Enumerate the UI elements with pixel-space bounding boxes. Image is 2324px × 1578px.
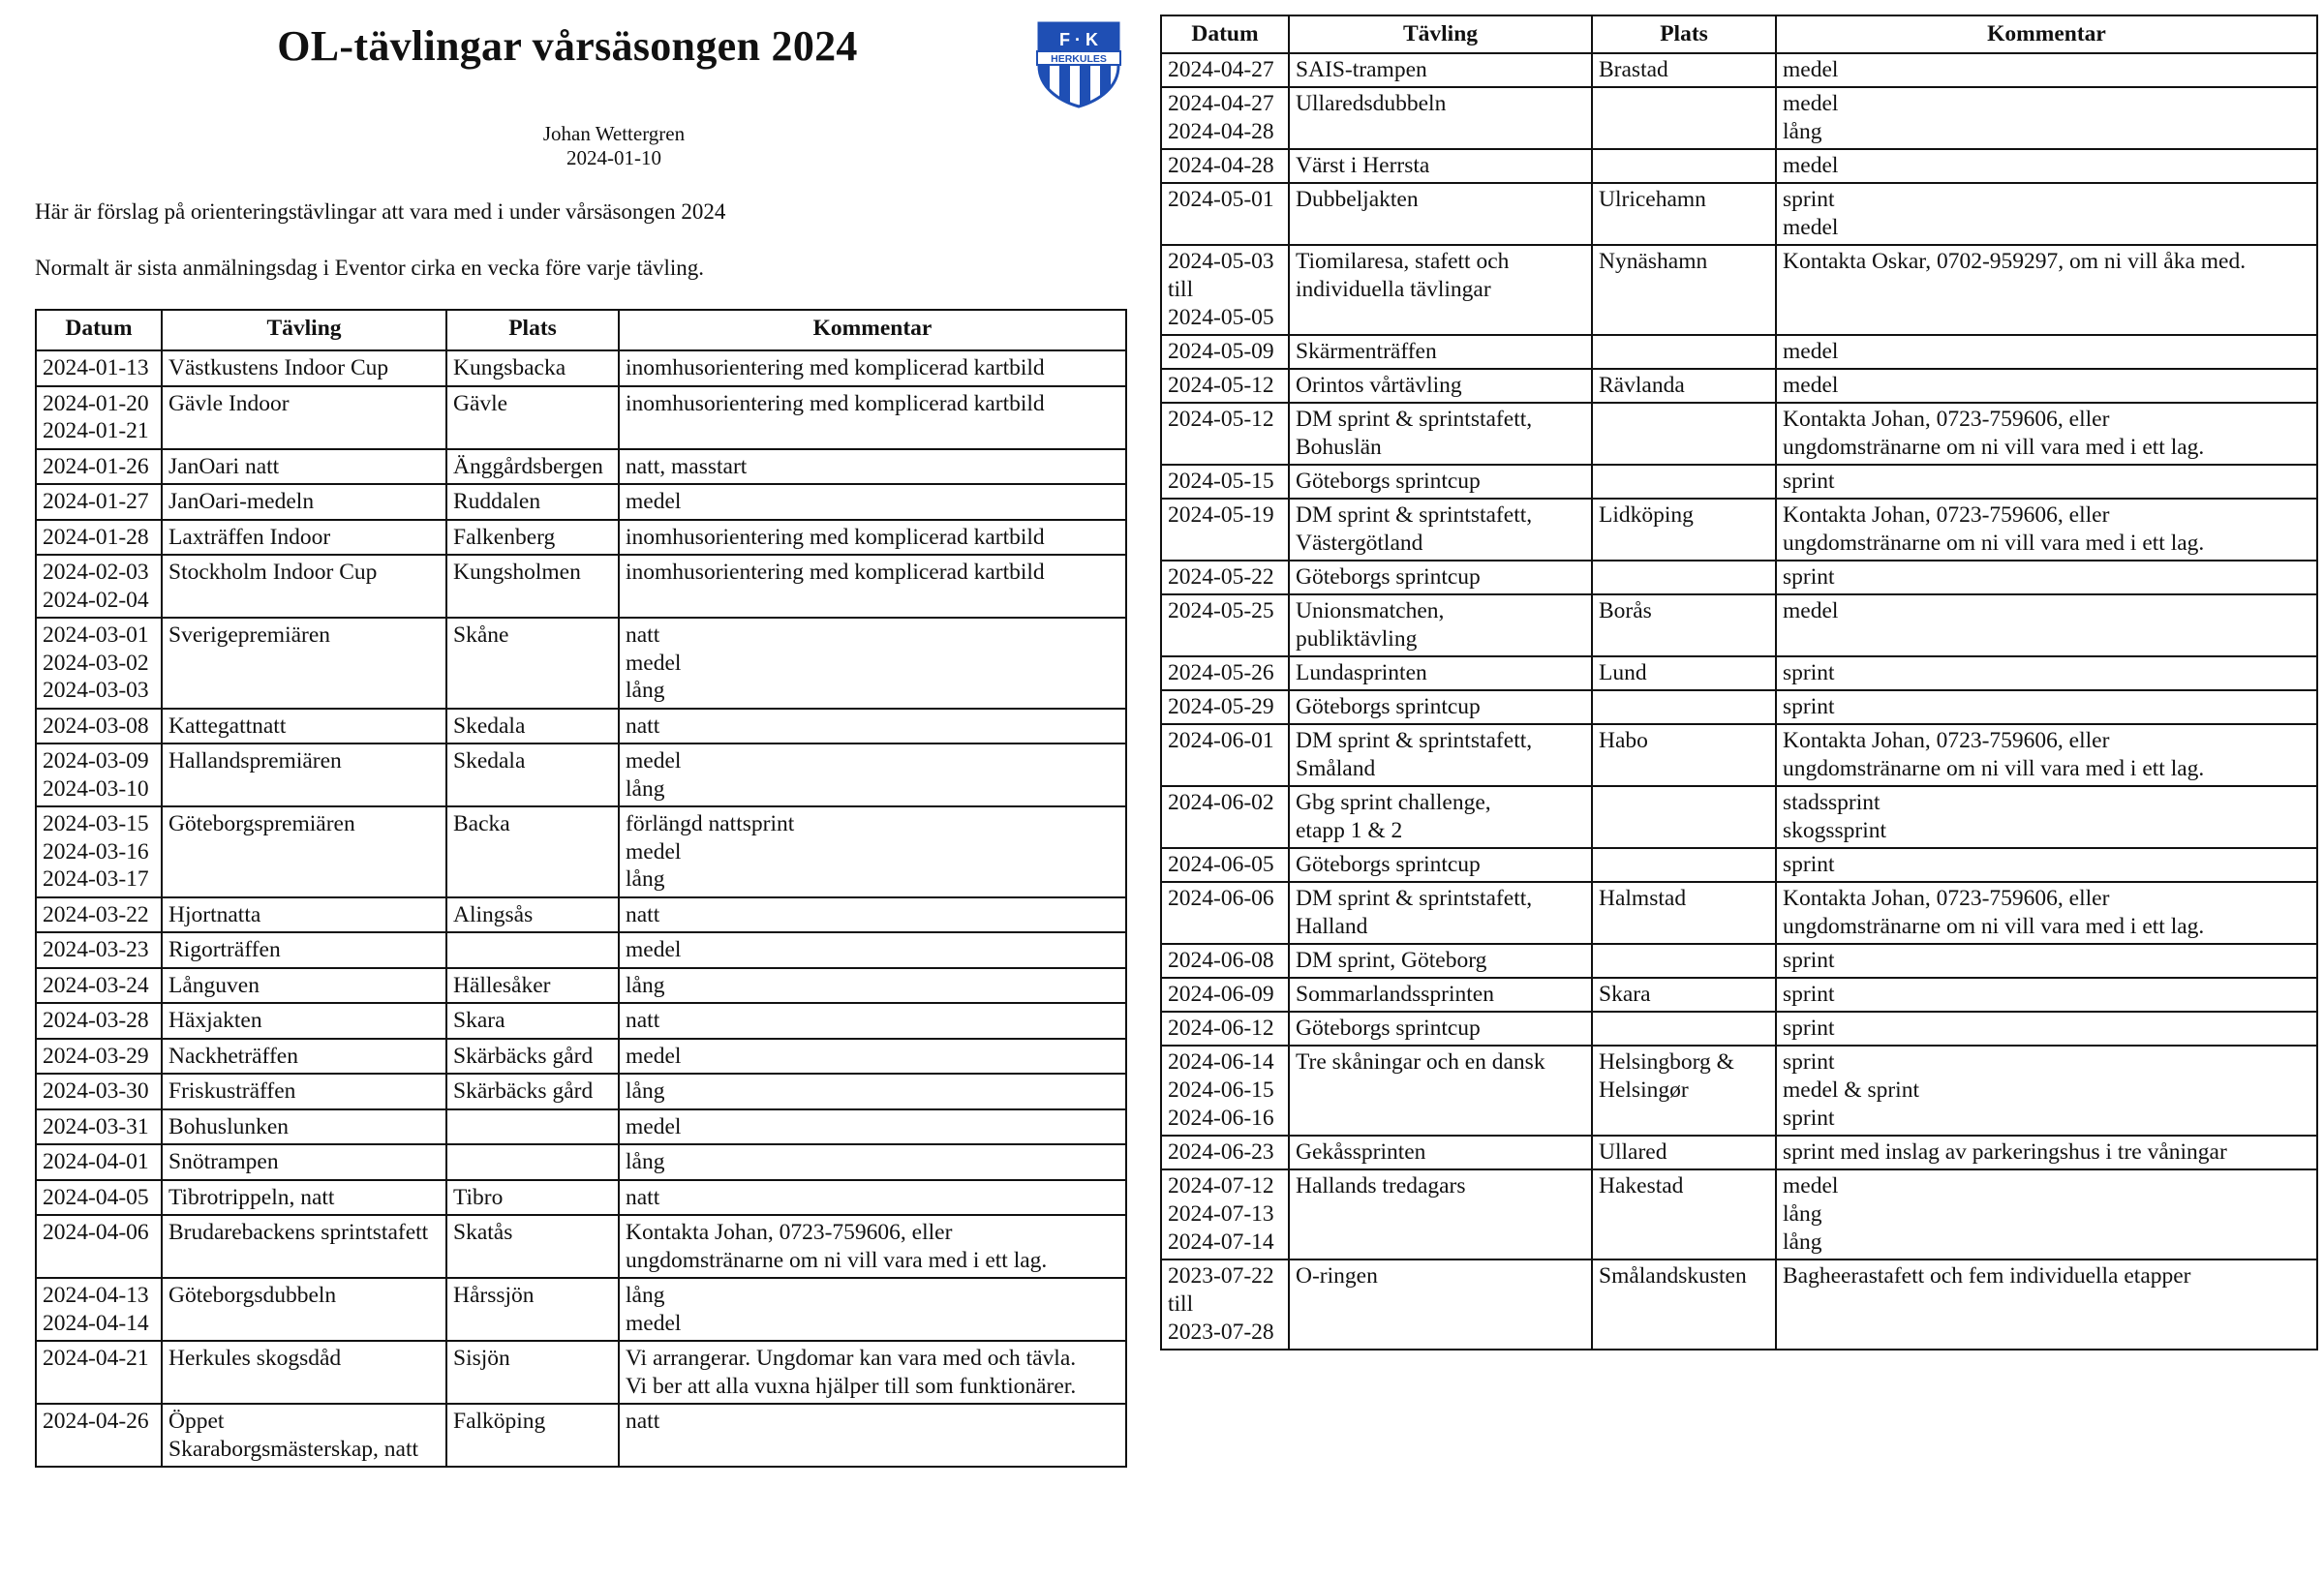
- column-header-tavling: Tävling: [1289, 15, 1592, 53]
- table-row: [36, 520, 1126, 556]
- cell-kommentar: förlängd nattsprint medel lång: [619, 806, 1126, 897]
- cell-kommentar: natt, masstart: [619, 449, 1126, 485]
- cell-plats: Halmstad: [1592, 882, 1776, 944]
- table-row: [36, 1039, 1126, 1075]
- cell-tavling: DM sprint, Göteborg: [1289, 944, 1592, 978]
- cell-tavling: Västkustens Indoor Cup: [162, 350, 446, 386]
- cell-datum: 2024-03-31: [36, 1109, 162, 1145]
- table-row: [1161, 656, 2317, 690]
- cell-datum: 2024-01-26: [36, 449, 162, 485]
- cell-kommentar: inomhusorientering med komplicerad kartbild: [619, 555, 1126, 618]
- cell-plats: [1592, 465, 1776, 499]
- table-row: [1161, 1136, 2317, 1169]
- cell-tavling: Stockholm Indoor Cup: [162, 555, 446, 618]
- column-header-tavling: Tävling: [162, 310, 446, 350]
- table-row: [1161, 465, 2317, 499]
- cell-plats: Rävlanda: [1592, 369, 1776, 403]
- cell-datum: 2024-06-08: [1161, 944, 1289, 978]
- cell-kommentar: Kontakta Johan, 0723-759606, eller ungdomstränarne om ni vill vara med i ett lag.: [1776, 499, 2317, 561]
- competition-table-left: [35, 309, 1127, 1468]
- author-block: [397, 122, 831, 170]
- table-row: [36, 806, 1126, 897]
- table-row: [36, 1278, 1126, 1341]
- cell-datum: 2024-04-28: [1161, 149, 1289, 183]
- cell-tavling: Hallands tredagars: [1289, 1169, 1592, 1259]
- cell-kommentar: medel: [1776, 53, 2317, 87]
- cell-tavling: Bohuslunken: [162, 1109, 446, 1145]
- cell-kommentar: sprint: [1776, 465, 2317, 499]
- cell-kommentar: medel lång lång: [1776, 1169, 2317, 1259]
- cell-tavling: Skärmenträffen: [1289, 335, 1592, 369]
- cell-tavling: Hallandspremiären: [162, 743, 446, 806]
- cell-kommentar: natt medel lång: [619, 618, 1126, 709]
- cell-plats: Hårssjön: [446, 1278, 619, 1341]
- cell-datum: 2024-06-09: [1161, 978, 1289, 1012]
- cell-tavling: Göteborgs sprintcup: [1289, 561, 1592, 594]
- cell-datum: 2024-04-27: [1161, 53, 1289, 87]
- cell-datum: 2024-04-01: [36, 1144, 162, 1180]
- table-row: [1161, 848, 2317, 882]
- cell-tavling: Göteborgsdubbeln: [162, 1278, 446, 1341]
- column-header-kommentar: Kommentar: [619, 310, 1126, 350]
- cell-tavling: Orintos vårtävling: [1289, 369, 1592, 403]
- table-row: [36, 1341, 1126, 1404]
- table-row: [1161, 690, 2317, 724]
- cell-kommentar: Kontakta Johan, 0723-759606, eller ungdomstränarne om ni vill vara med i ett lag.: [1776, 403, 2317, 465]
- table-row: [1161, 245, 2317, 335]
- page-title: OL-tävlingar vårsäsongen 2024: [277, 22, 858, 70]
- cell-plats: [1592, 149, 1776, 183]
- table-row: [1161, 335, 2317, 369]
- cell-tavling: Tre skåningar och en dansk: [1289, 1046, 1592, 1136]
- cell-kommentar: medel: [1776, 335, 2317, 369]
- cell-datum: 2024-03-08: [36, 709, 162, 744]
- cell-plats: Skärbäcks gård: [446, 1074, 619, 1109]
- cell-kommentar: sprint: [1776, 978, 2317, 1012]
- cell-plats: [1592, 944, 1776, 978]
- table-row: [36, 1404, 1126, 1467]
- cell-datum: 2024-06-14 2024-06-15 2024-06-16: [1161, 1046, 1289, 1136]
- cell-plats: Brastad: [1592, 53, 1776, 87]
- cell-datum: 2024-05-12: [1161, 403, 1289, 465]
- cell-kommentar: sprint medel: [1776, 183, 2317, 245]
- cell-tavling: O-ringen: [1289, 1259, 1592, 1350]
- cell-tavling: Sverigepremiären: [162, 618, 446, 709]
- cell-plats: [1592, 786, 1776, 848]
- table-row: [1161, 183, 2317, 245]
- table-row: [36, 1074, 1126, 1109]
- cell-datum: 2024-05-25: [1161, 594, 1289, 656]
- cell-kommentar: Vi arrangerar. Ungdomar kan vara med och tävla. Vi ber att alla vuxna hjälper till som funktionärer.: [619, 1341, 1126, 1404]
- cell-kommentar: Kontakta Johan, 0723-759606, eller ungdomstränarne om ni vill vara med i ett lag.: [619, 1215, 1126, 1278]
- cell-plats: Kungsbacka: [446, 350, 619, 386]
- cell-datum: 2024-05-09: [1161, 335, 1289, 369]
- cell-kommentar: medel lång: [1776, 87, 2317, 149]
- cell-datum: 2024-03-15 2024-03-16 2024-03-17: [36, 806, 162, 897]
- table-row: [36, 449, 1126, 485]
- cell-plats: [446, 1144, 619, 1180]
- column-header-datum: Datum: [1161, 15, 1289, 53]
- cell-plats: Tibro: [446, 1180, 619, 1216]
- cell-tavling: Gävle Indoor: [162, 386, 446, 449]
- cell-plats: Ulricehamn: [1592, 183, 1776, 245]
- cell-plats: [446, 932, 619, 968]
- cell-plats: Skatås: [446, 1215, 619, 1278]
- cell-datum: 2024-02-03 2024-02-04: [36, 555, 162, 618]
- cell-plats: Borås: [1592, 594, 1776, 656]
- competition-table-right: [1160, 15, 2318, 1350]
- cell-datum: 2024-05-15: [1161, 465, 1289, 499]
- cell-datum: 2024-04-13 2024-04-14: [36, 1278, 162, 1341]
- cell-kommentar: sprint: [1776, 848, 2317, 882]
- cell-kommentar: sprint: [1776, 561, 2317, 594]
- cell-datum: 2024-06-12: [1161, 1012, 1289, 1046]
- author-name: Johan Wettergren: [542, 122, 686, 145]
- cell-datum: 2024-01-27: [36, 484, 162, 520]
- cell-tavling: Göteborgs sprintcup: [1289, 465, 1592, 499]
- cell-kommentar: sprint med inslag av parkeringshus i tre våningar: [1776, 1136, 2317, 1169]
- cell-kommentar: natt: [619, 1003, 1126, 1039]
- cell-kommentar: medel: [1776, 369, 2317, 403]
- cell-kommentar: medel lång: [619, 743, 1126, 806]
- table-row: [36, 1215, 1126, 1278]
- cell-tavling: Värst i Herrsta: [1289, 149, 1592, 183]
- table-row: [1161, 944, 2317, 978]
- cell-tavling: Göteborgspremiären: [162, 806, 446, 897]
- cell-tavling: SAIS-trampen: [1289, 53, 1592, 87]
- table-row: [36, 555, 1126, 618]
- cell-tavling: Göteborgs sprintcup: [1289, 1012, 1592, 1046]
- cell-datum: 2024-03-09 2024-03-10: [36, 743, 162, 806]
- cell-plats: Lund: [1592, 656, 1776, 690]
- cell-datum: 2024-06-06: [1161, 882, 1289, 944]
- cell-tavling: Göteborgs sprintcup: [1289, 690, 1592, 724]
- table-row: [1161, 978, 2317, 1012]
- table-row: [1161, 1012, 2317, 1046]
- svg-text:F · K: F · K: [1059, 30, 1098, 49]
- table-row: [36, 350, 1126, 386]
- table-row: [36, 743, 1126, 806]
- table-row: [36, 897, 1126, 933]
- cell-kommentar: medel: [619, 932, 1126, 968]
- cell-datum: 2024-06-05: [1161, 848, 1289, 882]
- cell-kommentar: inomhusorientering med komplicerad kartbild: [619, 350, 1126, 386]
- cell-datum: 2024-03-22: [36, 897, 162, 933]
- cell-kommentar: Kontakta Oskar, 0702-959297, om ni vill åka med.: [1776, 245, 2317, 335]
- table-row: [36, 1180, 1126, 1216]
- cell-plats: [1592, 403, 1776, 465]
- cell-datum: 2023-07-22 till 2023-07-28: [1161, 1259, 1289, 1350]
- cell-kommentar: natt: [619, 897, 1126, 933]
- cell-tavling: Gekåssprinten: [1289, 1136, 1592, 1169]
- cell-datum: 2024-06-02: [1161, 786, 1289, 848]
- table-row: [1161, 499, 2317, 561]
- cell-datum: 2024-04-06: [36, 1215, 162, 1278]
- cell-datum: 2024-06-01: [1161, 724, 1289, 786]
- cell-plats: Backa: [446, 806, 619, 897]
- cell-kommentar: lång: [619, 1074, 1126, 1109]
- cell-tavling: Lundasprinten: [1289, 656, 1592, 690]
- column-header-plats: Plats: [1592, 15, 1776, 53]
- cell-tavling: DM sprint & sprintstafett, Västergötland: [1289, 499, 1592, 561]
- cell-datum: 2024-04-21: [36, 1341, 162, 1404]
- cell-datum: 2024-04-26: [36, 1404, 162, 1467]
- cell-plats: Hällesåker: [446, 968, 619, 1004]
- cell-datum: 2024-07-12 2024-07-13 2024-07-14: [1161, 1169, 1289, 1259]
- cell-datum: 2024-01-13: [36, 350, 162, 386]
- cell-tavling: DM sprint & sprintstafett, Halland: [1289, 882, 1592, 944]
- cell-plats: [1592, 561, 1776, 594]
- cell-datum: 2024-05-19: [1161, 499, 1289, 561]
- cell-kommentar: inomhusorientering med komplicerad kartbild: [619, 520, 1126, 556]
- cell-kommentar: medel: [619, 484, 1126, 520]
- cell-kommentar: medel: [619, 1109, 1126, 1145]
- cell-plats: [1592, 87, 1776, 149]
- cell-kommentar: lång medel: [619, 1278, 1126, 1341]
- cell-tavling: Öppet Skaraborgsmästerskap, natt: [162, 1404, 446, 1467]
- cell-plats: Gävle: [446, 386, 619, 449]
- cell-datum: 2024-05-03 till 2024-05-05: [1161, 245, 1289, 335]
- cell-datum: 2024-03-24: [36, 968, 162, 1004]
- cell-kommentar: lång: [619, 1144, 1126, 1180]
- cell-plats: Skedala: [446, 709, 619, 744]
- table-row: [1161, 1259, 2317, 1350]
- cell-plats: Alingsås: [446, 897, 619, 933]
- table-row: [1161, 369, 2317, 403]
- table-row: [1161, 561, 2317, 594]
- cell-tavling: Sommarlandssprinten: [1289, 978, 1592, 1012]
- intro-text-1: Här är förslag på orienteringstävlingar att vara med i under vårsäsongen 2024: [35, 199, 726, 224]
- club-logo: [1035, 19, 1122, 108]
- table-row: [1161, 882, 2317, 944]
- cell-datum: 2024-03-28: [36, 1003, 162, 1039]
- cell-datum: 2024-04-27 2024-04-28: [1161, 87, 1289, 149]
- cell-kommentar: natt: [619, 1404, 1126, 1467]
- table-row: [1161, 1169, 2317, 1259]
- cell-datum: 2024-03-30: [36, 1074, 162, 1109]
- cell-kommentar: Bagheerastafett och fem individuella etapper: [1776, 1259, 2317, 1350]
- table-row: [1161, 87, 2317, 149]
- cell-kommentar: lång: [619, 968, 1126, 1004]
- cell-plats: Kungsholmen: [446, 555, 619, 618]
- cell-tavling: Herkules skogsdåd: [162, 1341, 446, 1404]
- cell-tavling: Långuven: [162, 968, 446, 1004]
- cell-kommentar: sprint: [1776, 1012, 2317, 1046]
- cell-datum: 2024-03-29: [36, 1039, 162, 1075]
- cell-tavling: Ullaredsdubbeln: [1289, 87, 1592, 149]
- cell-tavling: Kattegattnatt: [162, 709, 446, 744]
- cell-tavling: DM sprint & sprintstafett, Bohuslän: [1289, 403, 1592, 465]
- cell-plats: Skedala: [446, 743, 619, 806]
- cell-tavling: Tibrotrippeln, natt: [162, 1180, 446, 1216]
- cell-tavling: JanOari natt: [162, 449, 446, 485]
- cell-datum: 2024-05-26: [1161, 656, 1289, 690]
- table-row: [36, 932, 1126, 968]
- cell-kommentar: stadssprint skogssprint: [1776, 786, 2317, 848]
- cell-kommentar: medel: [619, 1039, 1126, 1075]
- cell-datum: 2024-04-05: [36, 1180, 162, 1216]
- cell-datum: 2024-05-22: [1161, 561, 1289, 594]
- cell-plats: [1592, 690, 1776, 724]
- table-row: [1161, 786, 2317, 848]
- cell-tavling: Rigorträffen: [162, 932, 446, 968]
- cell-datum: 2024-01-28: [36, 520, 162, 556]
- cell-tavling: Laxträffen Indoor: [162, 520, 446, 556]
- table-row: [36, 386, 1126, 449]
- cell-plats: [446, 1109, 619, 1145]
- table-row: [36, 1003, 1126, 1039]
- cell-datum: 2024-03-23: [36, 932, 162, 968]
- table-row: [1161, 1046, 2317, 1136]
- cell-kommentar: sprint: [1776, 944, 2317, 978]
- cell-plats: Lidköping: [1592, 499, 1776, 561]
- cell-datum: 2024-01-20 2024-01-21: [36, 386, 162, 449]
- table-row: [1161, 724, 2317, 786]
- cell-plats: Nynäshamn: [1592, 245, 1776, 335]
- cell-tavling: Brudarebackens sprintstafett: [162, 1215, 446, 1278]
- table-row: [36, 1144, 1126, 1180]
- cell-kommentar: medel: [1776, 149, 2317, 183]
- cell-plats: Skärbäcks gård: [446, 1039, 619, 1075]
- table-row: [36, 618, 1126, 709]
- table-row: [36, 968, 1126, 1004]
- cell-tavling: Gbg sprint challenge, etapp 1 & 2: [1289, 786, 1592, 848]
- cell-plats: Ullared: [1592, 1136, 1776, 1169]
- cell-kommentar: Kontakta Johan, 0723-759606, eller ungdomstränarne om ni vill vara med i ett lag.: [1776, 882, 2317, 944]
- table-row: [1161, 53, 2317, 87]
- cell-plats: Smålandskusten: [1592, 1259, 1776, 1350]
- cell-plats: Helsingborg & Helsingør: [1592, 1046, 1776, 1136]
- cell-tavling: Unionsmatchen, publiktävling: [1289, 594, 1592, 656]
- cell-tavling: Göteborgs sprintcup: [1289, 848, 1592, 882]
- table-header-row: [36, 310, 1126, 350]
- cell-tavling: JanOari-medeln: [162, 484, 446, 520]
- table-header-row: [1161, 15, 2317, 53]
- cell-plats: Skåne: [446, 618, 619, 709]
- column-header-kommentar: Kommentar: [1776, 15, 2317, 53]
- cell-datum: 2024-05-29: [1161, 690, 1289, 724]
- cell-kommentar: sprint: [1776, 656, 2317, 690]
- column-header-plats: Plats: [446, 310, 619, 350]
- cell-kommentar: sprint: [1776, 690, 2317, 724]
- intro-text-2: Normalt är sista anmälningsdag i Eventor cirka en vecka före varje tävling.: [35, 256, 705, 280]
- table-row: [1161, 594, 2317, 656]
- cell-datum: 2024-05-12: [1161, 369, 1289, 403]
- cell-tavling: Friskusträffen: [162, 1074, 446, 1109]
- column-header-datum: Datum: [36, 310, 162, 350]
- cell-kommentar: natt: [619, 1180, 1126, 1216]
- cell-tavling: Häxjakten: [162, 1003, 446, 1039]
- table-row: [36, 709, 1126, 744]
- cell-tavling: Tiomilaresa, stafett och individuella tävlingar: [1289, 245, 1592, 335]
- cell-plats: Ruddalen: [446, 484, 619, 520]
- cell-tavling: DM sprint & sprintstafett, Småland: [1289, 724, 1592, 786]
- cell-kommentar: medel: [1776, 594, 2317, 656]
- cell-plats: Habo: [1592, 724, 1776, 786]
- cell-kommentar: natt: [619, 709, 1126, 744]
- cell-plats: Hakestad: [1592, 1169, 1776, 1259]
- cell-tavling: Dubbeljakten: [1289, 183, 1592, 245]
- cell-plats: Falköping: [446, 1404, 619, 1467]
- cell-kommentar: Kontakta Johan, 0723-759606, eller ungdomstränarne om ni vill vara med i ett lag.: [1776, 724, 2317, 786]
- cell-datum: 2024-06-23: [1161, 1136, 1289, 1169]
- svg-text:HERKULES: HERKULES: [1051, 53, 1107, 65]
- cell-tavling: Nackheträffen: [162, 1039, 446, 1075]
- cell-plats: [1592, 848, 1776, 882]
- cell-plats: Skara: [1592, 978, 1776, 1012]
- table-row: [36, 484, 1126, 520]
- cell-plats: Falkenberg: [446, 520, 619, 556]
- cell-plats: [1592, 1012, 1776, 1046]
- cell-tavling: Snötrampen: [162, 1144, 446, 1180]
- cell-datum: 2024-03-01 2024-03-02 2024-03-03: [36, 618, 162, 709]
- cell-plats: Skara: [446, 1003, 619, 1039]
- table-row: [36, 1109, 1126, 1145]
- table-row: [1161, 403, 2317, 465]
- document-date: 2024-01-10: [566, 146, 661, 169]
- cell-plats: [1592, 335, 1776, 369]
- table-row: [1161, 149, 2317, 183]
- cell-plats: Änggårdsbergen: [446, 449, 619, 485]
- cell-datum: 2024-05-01: [1161, 183, 1289, 245]
- cell-plats: Sisjön: [446, 1341, 619, 1404]
- cell-tavling: Hjortnatta: [162, 897, 446, 933]
- cell-kommentar: sprint medel & sprint sprint: [1776, 1046, 2317, 1136]
- cell-kommentar: inomhusorientering med komplicerad kartbild: [619, 386, 1126, 449]
